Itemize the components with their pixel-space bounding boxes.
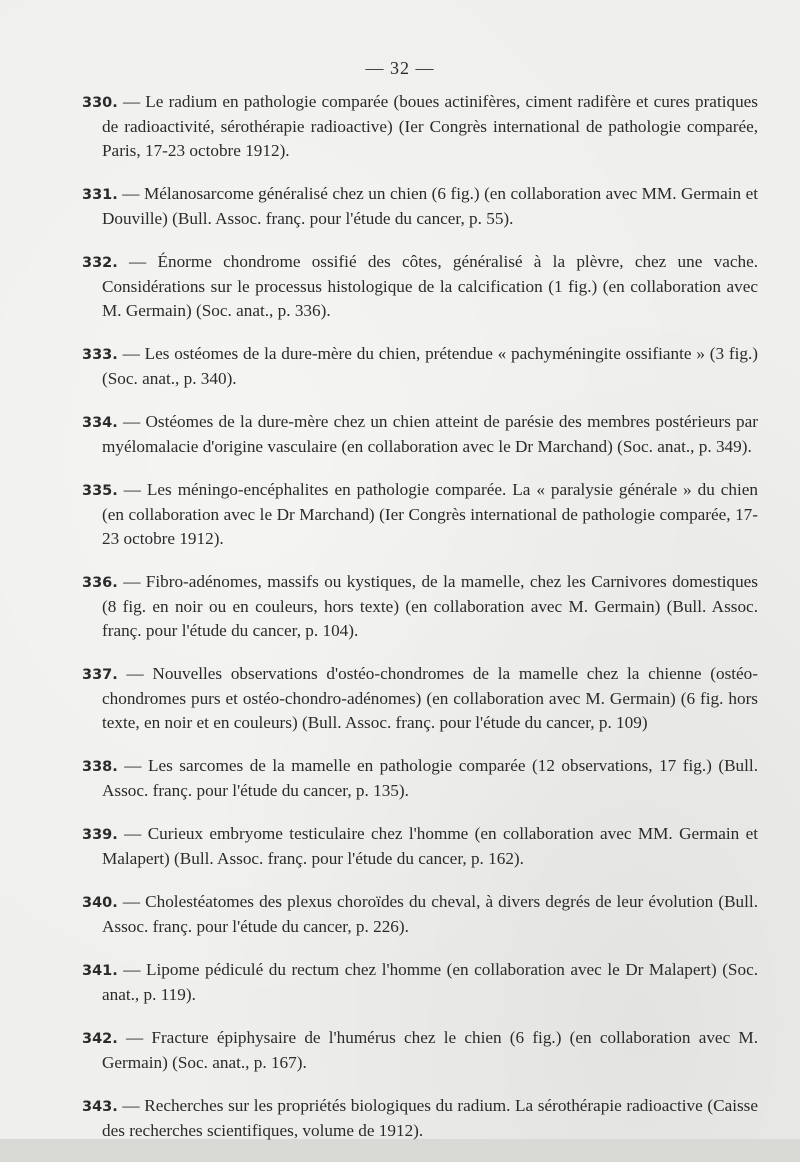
entry-text: — Ostéomes de la dure-mère chez un chien atteint de parésie des membres postérieurs par myélomalacie d'origine vasculaire (en collaboration avec le Dr Marchand) (Soc. anat., p. 349). — [102, 412, 758, 456]
entry-text: — Le radium en pathologie comparée (boues actinifères, ciment radifère et cures pratiques de radioactivité, sérothérapie radioactive) (Ier Congrès international de pathologie comparée, Paris, 17-23 octobre 1912). — [102, 92, 758, 160]
bibliography-entry — [82, 1026, 758, 1075]
entry-text: — Les ostéomes de la dure-mère du chien, prétendue « pachyméningite ossifiante » (3 fig.) (Soc. anat., p. 340). — [102, 344, 758, 388]
bibliography-entry — [82, 890, 758, 939]
entry-number: 332. — [82, 255, 118, 271]
bibliography-entry — [82, 958, 758, 1007]
entry-text: — Cholestéatomes des plexus choroïdes du cheval, à divers degrés de leur évolution (Bull. Assoc. franç. pour l'étude du cancer, p. 226). — [102, 892, 758, 936]
page-number: — 32 — — [365, 58, 435, 78]
bibliography-entry — [82, 662, 758, 735]
entry-number: 334. — [82, 415, 118, 431]
entry-text: — Recherches sur les propriétés biologiques du radium. La sérothérapie radioactive (Caisse des recherches scientifiques, volume de 1912). — [102, 1096, 758, 1140]
entry-number: 330. — [82, 95, 118, 111]
bibliography-entry — [82, 90, 758, 163]
entry-number: 338. — [82, 759, 118, 775]
entry-number: 340. — [82, 895, 118, 911]
entry-number: 336. — [82, 575, 118, 591]
entry-text: — Les méningo-encéphalites en pathologie comparée. La « paralysie générale » du chien (en collaboration avec le Dr Marchand) (Ier Congrès international de pathologie comparée, 17-23 octobre 1912). — [102, 480, 758, 548]
entry-text: — Lipome pédiculé du rectum chez l'homme (en collaboration avec le Dr Malapert) (Soc. anat., p. 119). — [102, 960, 758, 1004]
bibliography-entry — [82, 342, 758, 391]
entry-number: 335. — [82, 483, 118, 499]
entry-text: — Énorme chondrome ossifié des côtes, généralisé à la plèvre, chez une vache. Considérations sur le processus histologique de la calcification (1 fig.) (en collaboration avec M. Germain) (Soc. anat., p. 336). — [102, 252, 758, 320]
bibliography-entry — [82, 250, 758, 323]
bibliography-entry — [82, 570, 758, 643]
bibliography-entry — [82, 478, 758, 551]
entry-number: 341. — [82, 963, 118, 979]
entry-number: 339. — [82, 827, 118, 843]
bibliography-list — [82, 90, 758, 1162]
entry-number: 337. — [82, 667, 118, 683]
bibliography-entry — [82, 754, 758, 803]
entry-text: — Curieux embryome testiculaire chez l'homme (en collaboration avec MM. Germain et Malapert) (Bull. Assoc. franç. pour l'étude du cancer, p. 162). — [102, 824, 758, 868]
entry-text: — Mélanosarcome généralisé chez un chien (6 fig.) (en collaboration avec MM. Germain et Douville) (Bull. Assoc. franç. pour l'étude du cancer, p. 55). — [102, 184, 758, 228]
bibliography-entry — [82, 410, 758, 459]
entry-text: — Nouvelles observations d'ostéo-chondromes de la mamelle chez la chienne (ostéo-chondromes purs et ostéo-chondro-adénomes) (en collaboration avec M. Germain) (6 fig. hors texte, en noir et en couleurs) (Bull. Assoc. franç. pour l'étude du cancer, p. 109) — [102, 664, 758, 732]
entry-text: — Les sarcomes de la mamelle en pathologie comparée (12 observations, 17 fig.) (Bull. Assoc. franç. pour l'étude du cancer, p. 135). — [102, 756, 758, 800]
bibliography-entry — [82, 1094, 758, 1143]
entry-number: 333. — [82, 347, 118, 363]
entry-number: 343. — [82, 1099, 118, 1115]
entry-text: — Fibro-adénomes, massifs ou kystiques, de la mamelle, chez les Carnivores domestiques (8 fig. en noir ou en couleurs, hors texte) (en collaboration avec M. Germain) (Bull. Assoc. franç. pour l'étude du cancer, p. 104). — [102, 572, 758, 640]
bibliography-entry — [82, 822, 758, 871]
entry-text: — Fracture épiphysaire de l'humérus chez le chien (6 fig.) (en collaboration avec M. Germain) (Soc. anat., p. 167). — [102, 1028, 758, 1072]
entry-number: 331. — [82, 187, 118, 203]
bibliography-entry — [82, 182, 758, 231]
entry-number: 342. — [82, 1031, 118, 1047]
